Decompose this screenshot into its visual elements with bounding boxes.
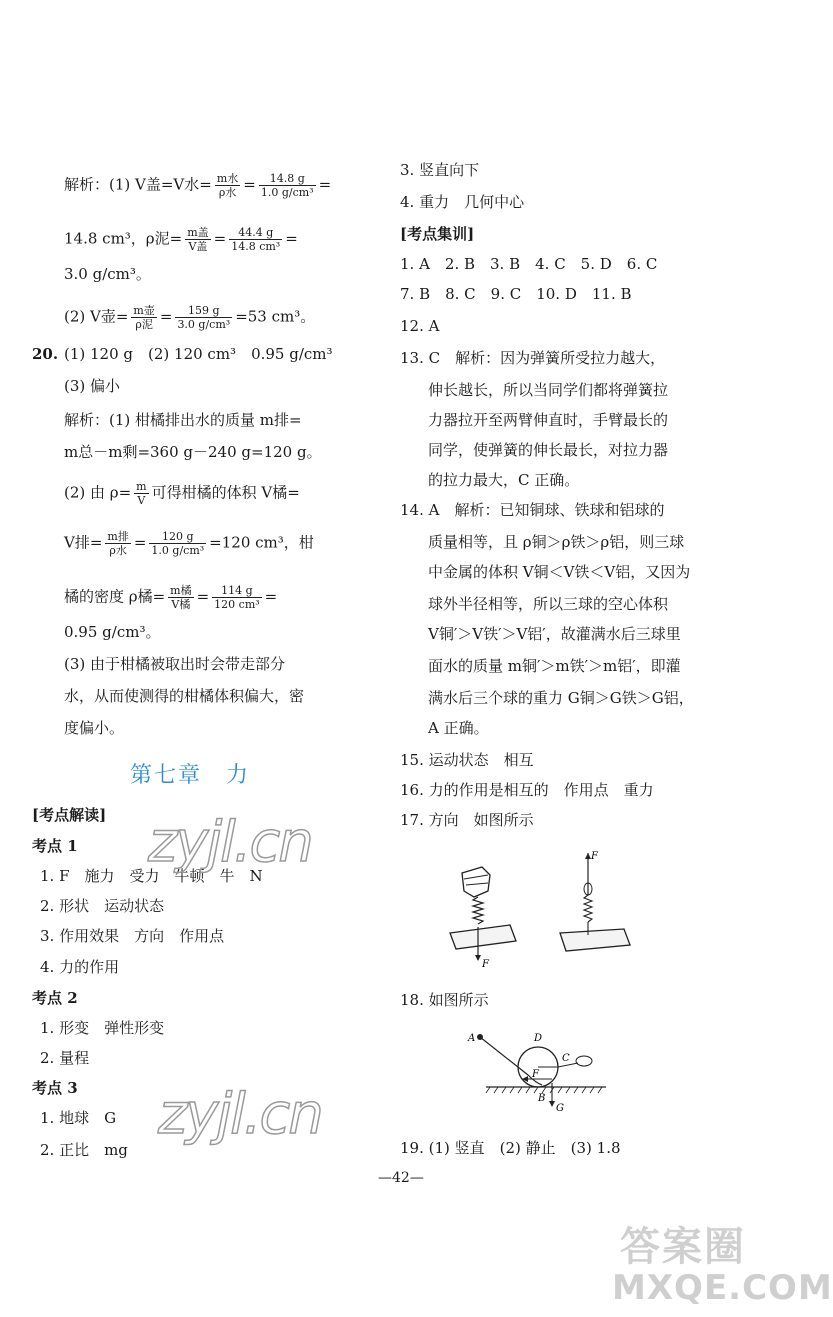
fig18-label-g: G xyxy=(556,1103,564,1114)
answer-14-f: 面水的质量 m铜′＞m铁′＞m铝′，即灌 xyxy=(428,657,681,675)
solution-20-g: 橘的密度 ρ橘= $\frac{\text{m橘}}{\text{V橘}}$ = $\frac{114 g}{\text{120 cm³}}$ = xyxy=(64,584,278,611)
solution-20-f: V排= $\frac{\text{m排}}{\text{ρ水}}$ = $\frac{120 g}{\text{1.0 g/cm³}}$ =120 cm³，柑 xyxy=(64,530,314,557)
answer-14-h: A 正确。 xyxy=(428,719,489,737)
fig18-label-a: A xyxy=(468,1033,476,1044)
solution-20-h: 0.95 g/cm³。 xyxy=(64,623,161,641)
fraction: $\frac{159 g}{\text{3.0 g/cm³}}$ xyxy=(177,304,231,331)
spring-left xyxy=(473,897,483,924)
fraction: $\frac{\text{m壶}}{\text{ρ泥}}$ xyxy=(133,304,155,331)
solution-19-line4: (2) V壶= $\frac{\text{m壶}}{\text{ρ泥}}$ = $\frac{159 g}{\text{3.0 g/cm³}}$ =53 cm³。 xyxy=(64,304,316,331)
section-header-kaodian-jiedu: [考点解读] xyxy=(32,806,107,824)
answer-13-c: 力器拉开至两臂伸直时，手臂最长的 xyxy=(428,411,669,429)
fig18-label-b: B xyxy=(538,1093,546,1104)
spring-right xyxy=(584,895,592,922)
fig18-label-c: C xyxy=(562,1053,570,1064)
kaodian-1-item-2: 2. 形状 运动状态 xyxy=(40,897,165,915)
answers-1-6: 1. A 2. B 3. B 4. C 5. D 6. C xyxy=(400,255,658,273)
fraction: $\frac{m}{V}$ xyxy=(136,480,147,507)
kaodian-1-item-4: 4. 力的作用 xyxy=(40,958,120,976)
answer-17: 17. 方向 如图所示 xyxy=(400,811,534,829)
fraction: $\frac{\text{m盖}}{\text{V盖}}$ xyxy=(187,226,209,253)
kaodian-3-item-2: 2. 正比 mg xyxy=(40,1141,128,1159)
fraction: $\frac{120 g}{\text{1.0 g/cm³}}$ xyxy=(151,530,205,557)
answer-18: 18. 如图所示 xyxy=(400,991,489,1009)
watermark-text: zyjl.cn xyxy=(158,1082,322,1147)
fraction: $\frac{44.4 g}{\text{14.8 cm³}}$ xyxy=(231,226,281,253)
hand-icon xyxy=(462,867,490,897)
kaodian-1-item-3: 3. 作用效果 方向 作用点 xyxy=(40,927,225,945)
answer-13-d: 同学，使弹簧的伸长最长，对拉力器 xyxy=(428,441,669,459)
corner-stamp-bottom: MXQE.COM xyxy=(612,1268,833,1308)
kaodian-2-label: 考点 2 xyxy=(32,989,78,1007)
answer-14-d: 球外半径相等，所以三球的空心体积 xyxy=(428,595,669,613)
figure-17 xyxy=(440,845,640,975)
answer-3: 3. 竖直向下 xyxy=(400,161,480,179)
answer-14-g: 满水后三个球的重力 G铜＞G铁＞G铝， xyxy=(428,689,694,707)
solution-20-d: m总－m剩=360 g－240 g=120 g。 xyxy=(64,443,322,461)
answer-14-a: 14. A 解析：已知铜球、铁球和铝球的 xyxy=(400,501,665,519)
solution-20-i: (3) 由于柑橘被取出时会带走部分 xyxy=(64,655,286,673)
kaodian-2-item-1: 1. 形变 弹性形变 xyxy=(40,1019,165,1037)
answer-4: 4. 重力 几何中心 xyxy=(400,193,525,211)
fig18-label-d: D xyxy=(534,1033,543,1044)
fig17-label-f-right: F xyxy=(591,851,598,862)
solution-20-k: 度偏小。 xyxy=(64,719,125,737)
answers-7-11: 7. B 8. C 9. C 10. D 11. B xyxy=(400,285,632,303)
solution-19-line3: 3.0 g/cm³。 xyxy=(64,265,151,283)
kaodian-2-item-2: 2. 量程 xyxy=(40,1049,90,1067)
answer-20-a: (1) 120 g (2) 120 cm³ 0.95 g/cm³ xyxy=(64,345,333,363)
kaodian-1-item-1: 1. F 施力 受力 牛顿 牛 N xyxy=(40,867,263,885)
kaodian-3-item-1: 1. 地球 G xyxy=(40,1109,117,1127)
fig17-label-f-left: F xyxy=(482,959,489,970)
answer-16: 16. 力的作用是相互的 作用点 重力 xyxy=(400,781,654,799)
answer-13-e: 的拉力最大，C 正确。 xyxy=(428,471,580,489)
fraction: $\frac{\text{m排}}{\text{ρ水}}$ xyxy=(107,530,129,557)
fraction: $\frac{114 g}{\text{120 cm³}}$ xyxy=(214,584,260,611)
kaodian-1-label: 考点 1 xyxy=(32,837,78,855)
answer-13-a: 13. C 解析：因为弹簧所受拉力越大， xyxy=(400,349,666,367)
watermark-text: zyjl.cn xyxy=(148,810,312,875)
answer-20-b: (3) 偏小 xyxy=(64,377,121,395)
corner-stamp-top: 答案圈 xyxy=(620,1224,746,1270)
spring-base-left xyxy=(450,925,516,949)
solution-20-c: 解析：(1) 柑橘排出水的质量 m排= xyxy=(64,411,302,429)
answer-13-b: 伸长越长，所以当同学们都将弹簧拉 xyxy=(428,381,669,399)
solution-20-e: (2) 由 ρ= $\frac{m}{V}$ 可得柑橘的体积 V橘= xyxy=(64,480,300,507)
answer-14-e: V铜′＞V铁′＞V铝′，故灌满水后三球里 xyxy=(428,625,681,643)
fig18-label-f: F xyxy=(532,1069,539,1080)
question-20-number: 20. xyxy=(32,345,59,363)
spring-base-right xyxy=(560,929,630,951)
page-number: —42— xyxy=(378,1170,424,1186)
fraction: $\frac{\text{m橘}}{\text{V橘}}$ xyxy=(170,584,192,611)
solution-20-j: 水，从而使测得的柑橘体积偏大，密 xyxy=(64,687,305,705)
handle-loop xyxy=(576,1056,592,1066)
answer-15: 15. 运动状态 相互 xyxy=(400,751,534,769)
kaodian-3-label: 考点 3 xyxy=(32,1079,78,1097)
section-header-kaodian-jixun: [考点集训] xyxy=(400,225,475,243)
solution-19-line2: 14.8 cm³，ρ泥= $\frac{\text{m盖}}{\text{V盖}}$ = $\frac{44.4 g}{\text{14.8 cm³}}$ = xyxy=(64,226,298,253)
answer-19: 19. (1) 竖直 (2) 静止 (3) 1.8 xyxy=(400,1139,621,1157)
answer-14-b: 质量相等，且 ρ铜＞ρ铁＞ρ铝，则三球 xyxy=(428,533,685,551)
fraction: $\frac{\text{m水}}{\text{ρ水}}$ xyxy=(216,172,239,199)
answer-14-c: 中金属的体积 V铜＜V铁＜V铝，又因为 xyxy=(428,563,691,581)
figure-18 xyxy=(466,1025,616,1115)
point-a xyxy=(477,1034,483,1040)
solution-19-line1: 解析：(1) V盖=V水= $\frac{\text{m水}}{\text{ρ水}}$ = $\frac{14.8 g}{\text{1.0 g/cm³}}$ = xyxy=(64,172,332,199)
chapter-title: 第七章 力 xyxy=(130,763,251,788)
answer-12: 12. A xyxy=(400,317,440,335)
fraction: $\frac{14.8 g}{\text{1.0 g/cm³}}$ xyxy=(260,172,314,199)
